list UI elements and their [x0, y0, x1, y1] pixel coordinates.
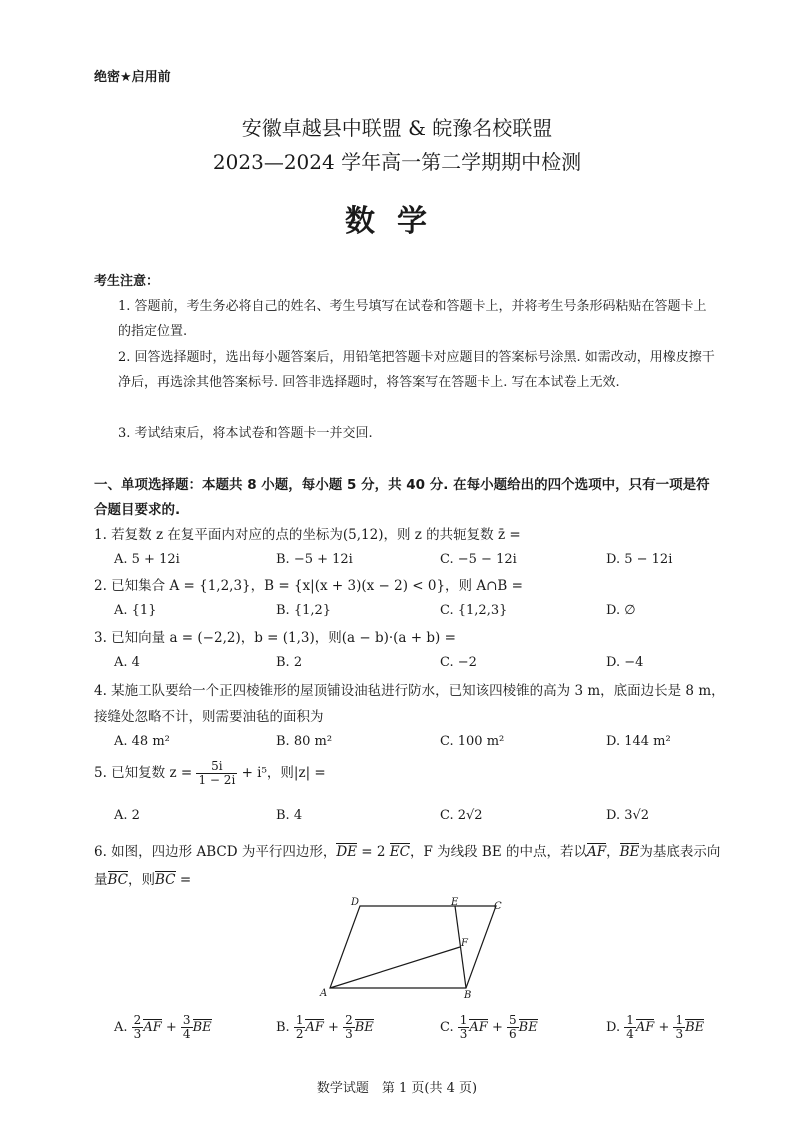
- coef-numerator: 1: [295, 1013, 304, 1027]
- coef-numerator: 2: [345, 1013, 353, 1027]
- option-c: C. −2: [440, 655, 477, 670]
- option-letter: D.: [606, 1020, 621, 1035]
- option-d: D. 144 m²: [606, 734, 671, 749]
- coef-numerator: 1: [675, 1013, 684, 1027]
- point-label-b: B: [464, 990, 472, 1000]
- option-c: C. {1,2,3}: [440, 603, 508, 618]
- segment-af: [330, 947, 460, 988]
- plus-sign: +: [658, 1020, 670, 1035]
- stem-text: ，F 为线段 BE 的中点，若以: [409, 844, 588, 860]
- vector-af: AF: [635, 1020, 655, 1035]
- notice-item: 2. 回答选择题时，选出每小题答案后，用铅笔把答题卡对应题目的答案标号涂黑. 如需改动，用橡皮擦干净后，再选涂其他答案标号. 回答非选择题时，将答案写在答题卡上. 写在本试卷上无效.: [118, 350, 715, 390]
- option-c: [440, 1014, 538, 1041]
- parallelogram-abcd: [330, 906, 496, 988]
- notice-item: 3. 考试结束后，将本试卷和答题卡一并交回.: [118, 426, 373, 441]
- coef-denominator: 3: [345, 1027, 353, 1041]
- question-5-suffix: + i⁵，则|z| =: [241, 765, 326, 781]
- question-4-stem: 4. 某施工队要给一个正四棱锥形的屋顶铺设油毡进行防水，已知该四棱锥的高为 3 m，底面边长是 8 m，接缝处忽略不计，则需要油毡的面积为: [94, 683, 725, 725]
- fraction-numerator: 5i: [196, 760, 237, 774]
- section-heading: 一、单项选择题：本题共 8 小题，每小题 5 分，共 40 分. 在每小题给出的四个选项中，只有一项是符合题目要求的.: [94, 477, 710, 518]
- stem-text: =: [175, 872, 192, 888]
- vector-ec: EC: [389, 844, 410, 860]
- vector-be: BE: [192, 1020, 212, 1035]
- vector-af: AF: [587, 844, 607, 860]
- option-a: A. 4: [114, 655, 140, 670]
- option-c: C. 2√2: [440, 808, 483, 823]
- coef-denominator: 2: [295, 1027, 304, 1041]
- plus-sign: +: [165, 1020, 177, 1035]
- coef-denominator: 3: [133, 1027, 142, 1041]
- page-footer: 数学试题 第 1 页(共 4 页): [316, 1081, 478, 1096]
- coef-denominator: 3: [459, 1027, 468, 1041]
- question-6-stem: [94, 838, 730, 894]
- question-2-options: [114, 603, 734, 625]
- option-d: D. 5 − 12i: [606, 552, 673, 567]
- vector-be: BE: [518, 1020, 538, 1035]
- question-3-options: [114, 655, 734, 677]
- point-label-c: C: [494, 901, 502, 912]
- coef-numerator: 2: [133, 1013, 142, 1027]
- vector-de: DE: [336, 844, 358, 860]
- question-1-stem: 1. 若复数 z 在复平面内对应的点的坐标为(5,12)，则 z 的共轭复数 z̄ =: [94, 527, 521, 543]
- question-4-options: [114, 734, 734, 756]
- notice-title: 考生注意：: [94, 274, 160, 289]
- option-a: A. 48 m²: [114, 734, 170, 749]
- option-b: B. 2: [276, 655, 303, 670]
- question-5-fraction: [196, 760, 237, 787]
- coef-numerator: 1: [626, 1013, 634, 1027]
- option-d: D. −4: [606, 655, 644, 670]
- option-d: [606, 1014, 704, 1041]
- option-d: D. ∅: [606, 603, 636, 618]
- coef-numerator: 3: [182, 1013, 191, 1027]
- option-letter: B.: [276, 1020, 290, 1035]
- option-b: [276, 1014, 374, 1041]
- vector-be: BE: [354, 1020, 374, 1035]
- point-label-f: F: [461, 938, 468, 949]
- vector-bc: BC: [107, 872, 129, 888]
- option-b: B. {1,2}: [276, 603, 332, 618]
- parallelogram-figure: [318, 896, 508, 1000]
- coef-denominator: 4: [626, 1027, 634, 1041]
- stem-text: 为基底表示向量: [94, 844, 721, 888]
- point-label-d: D: [351, 897, 360, 908]
- stem-text: 6. 如图，四边形 ABCD 为平行四边形，: [94, 844, 337, 860]
- vector-be: BE: [619, 844, 640, 860]
- option-b: B. 4: [276, 808, 303, 823]
- question-5-prefix: 5. 已知复数 z =: [94, 765, 193, 781]
- coef-denominator: 6: [509, 1027, 517, 1041]
- question-5-stem: [94, 760, 730, 787]
- stem-text: ，: [606, 844, 620, 860]
- option-b: B. 80 m²: [276, 734, 333, 749]
- vector-af: AF: [305, 1020, 324, 1035]
- question-2-stem: 2. 已知集合 A = {1,2,3}，B = {x|(x + 3)(x − 2) < 0}，则 A∩B =: [94, 578, 523, 594]
- question-6-options: [114, 1014, 734, 1046]
- option-b: B. −5 + 12i: [276, 552, 353, 567]
- option-d: D. 3√2: [606, 808, 650, 823]
- option-a: A. {1}: [114, 603, 157, 618]
- vector-af: AF: [469, 1020, 488, 1035]
- stem-text: = 2: [357, 844, 390, 860]
- coef-denominator: 4: [182, 1027, 191, 1041]
- option-letter: A.: [114, 1020, 128, 1035]
- notice-item: 1. 答题前，考生务必将自己的姓名、考生号填写在试卷和答题卡上，并将考生号条形码粘贴在答题卡上的指定位置.: [118, 299, 707, 339]
- coef-numerator: 1: [459, 1013, 468, 1027]
- stem-text: ，则: [128, 872, 156, 888]
- option-a: A. 2: [114, 808, 140, 823]
- plus-sign: +: [328, 1020, 339, 1035]
- fraction-denominator: 1 − 2i: [198, 773, 236, 787]
- confidential-mark: 绝密★启用前: [94, 70, 171, 85]
- coef-numerator: 5: [509, 1013, 517, 1027]
- question-1-options: [114, 552, 734, 574]
- vector-bc: BC: [155, 872, 176, 888]
- option-a: A. 5 + 12i: [114, 552, 180, 567]
- point-label-a: A: [320, 988, 328, 999]
- subject-title: 数学: [345, 204, 449, 239]
- option-letter: C.: [440, 1020, 454, 1035]
- question-5-options: [114, 808, 734, 830]
- exam-alliance-title: 安徽卓越县中联盟 & 皖豫名校联盟: [241, 116, 553, 140]
- option-c: C. 100 m²: [440, 734, 505, 749]
- option-c: C. −5 − 12i: [440, 552, 517, 567]
- plus-sign: +: [491, 1020, 503, 1035]
- exam-term-title: 2023—2024 学年高一第二学期期中检测: [212, 150, 582, 174]
- question-3-stem: 3. 已知向量 a = (−2,2)，b = (1,3)，则(a − b)·(a + b) =: [94, 630, 456, 646]
- point-label-e: E: [451, 897, 459, 908]
- coef-denominator: 3: [675, 1027, 684, 1041]
- option-a: [114, 1014, 212, 1041]
- vector-be: BE: [685, 1020, 705, 1035]
- vector-af: AF: [143, 1020, 162, 1035]
